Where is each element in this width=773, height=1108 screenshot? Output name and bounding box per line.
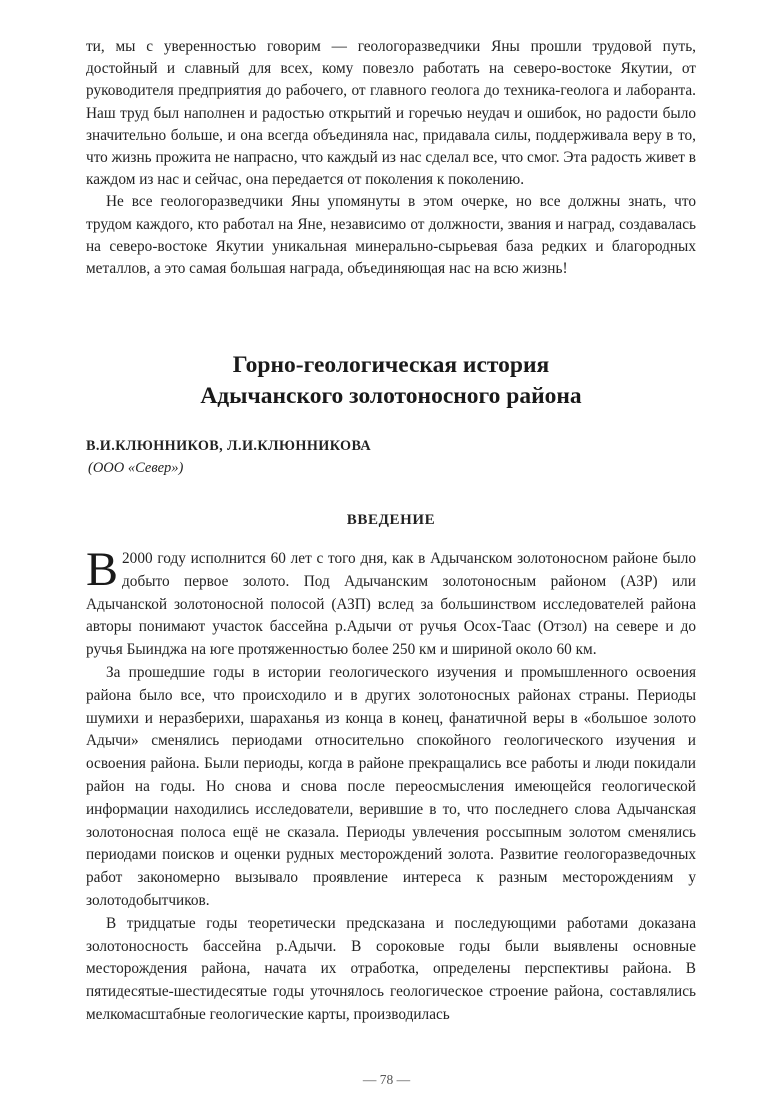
article-authors: В.И.КЛЮННИКОВ, Л.И.КЛЮННИКОВА (86, 438, 372, 454)
intro-paragraph-1: ти, мы с уверенностью говорим — геологоразведчики Яны прошли трудовой путь, достойный и славный для всех, кому повезло работать на северо-востоке Якутии, от руководителя предприятия до рабочего, от главного геолога до техника-геолога и лаборанта. Наш труд был наполнен и радостью открытий и горечью неудач и ошибок, но радости было значительно больше, и она всегда объединяла нас, придавала силы, поддерживала веру в то, что жизнь прожита не напрасно, что каждый из нас сделал все, что смог. Эта радость живет в каждом из нас и сейчас, она передается от поколения к поколению. (86, 38, 696, 189)
body-paragraph-2: За прошедшие годы в истории геологического изучения и промышленного освоения района было все, что происходило и в других золотоносных районах страны. Периоды шумихи и неразберихи, шараханья из конца в конец, фанатичной веры в «большое золото Адычи» сменялись периодами относительно спокойного геологического изучения и освоения района. Были периоды, когда в районе прекращались все работы и люди покидали район на годы. Но снова и снова после переосмысления имеющейся геологической информации находились исследователи, верившие в то, что последнего слова Адычанская золотоносная полоса ещё не сказала. Периоды увлечения россыпным золотом сменялись периодами поисков и оценки рудных месторождений золота. Развитие геологоразведочных работ закономерно вызывало проявление интереса к разным месторождениям у золотодобытчиков. (86, 663, 696, 909)
body-paragraph-3: В тридцатые годы теоретически предсказана и последующими работами доказана золотоносность бассейна р.Адычи. В сороковые годы были выявлены основные месторождения района, начата их отработка, определены перспективы района. В пятидесятые-шестидесятые годы уточнялось геологическое строение района, составлялись мелкомасштабные геологические карты, производилась (86, 914, 696, 1023)
body-paragraph-1-text: 2000 году исполнится 60 лет с того дня, как в Адычанском золотоносном районе было добыто первое золото. Под Адычанским золотоносным районом (АЗР) или Адычанской золотоносной полосой (АЗП) вслед за большинством исследователей района авторы понимают участок бассейна р.Адычи от ручья Осох-Таас (Отзол) на севере и до ручья Быинджа на юге протяженностью более 250 км и шириной около 60 км. (86, 550, 696, 659)
drop-cap-letter: В (86, 543, 119, 596)
article-body (86, 543, 696, 1027)
article-title-line-2: Адычанского золотоносного района (200, 383, 582, 409)
intro-paragraph-2: Не все геологоразведчики Яны упомянуты в этом очерке, но все должны знать, что трудом каждого, кто работал на Яне, независимо от должности, звания и наград, создавалась на северо-востоке Якутии уникальная минерально-сырьевая база редких и благородных металлов, а это самая большая награда, объединяющая нас на всю жизнь! (86, 193, 696, 278)
body-paragraph-1 (86, 543, 696, 662)
article-title-line-1: Горно-геологическая история (232, 352, 550, 378)
article-title (86, 350, 696, 412)
page-number: — 78 — (362, 1072, 411, 1087)
author-organization: (ООО «Север») (88, 460, 184, 476)
section-heading: ВВЕДЕНИЕ (346, 512, 436, 528)
intro-text (86, 36, 696, 280)
